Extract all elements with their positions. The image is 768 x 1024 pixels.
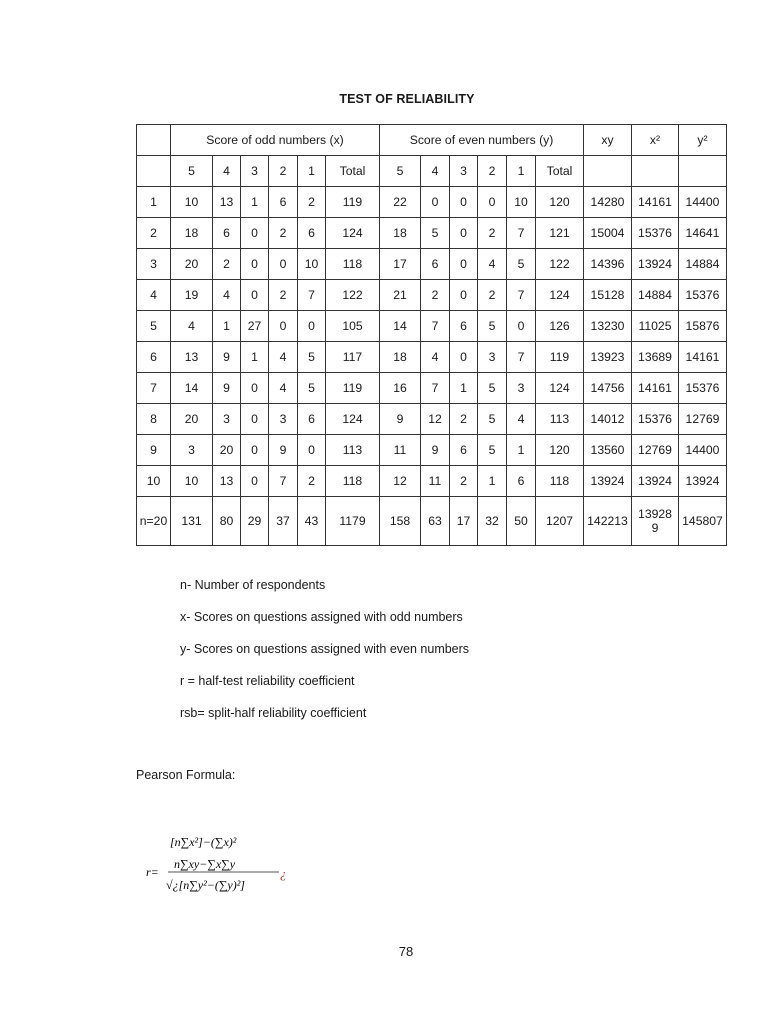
table-cell: 118 bbox=[536, 466, 584, 497]
table-cell: 21 bbox=[380, 280, 421, 311]
table-cell: 124 bbox=[326, 404, 380, 435]
table-cell: 6 bbox=[298, 404, 326, 435]
table-cell: 122 bbox=[536, 249, 584, 280]
table-cell: 145807 bbox=[679, 497, 727, 546]
table-cell: 12769 bbox=[679, 404, 727, 435]
table-cell: 9 bbox=[213, 373, 241, 404]
table-cell: 18 bbox=[380, 342, 421, 373]
table-cell: 12 bbox=[380, 466, 421, 497]
table-cell: 9 bbox=[421, 435, 450, 466]
table-cell: 2 bbox=[213, 249, 241, 280]
table-cell: 7 bbox=[421, 311, 450, 342]
table-cell: 18 bbox=[171, 218, 213, 249]
table-cell: 2 bbox=[478, 280, 507, 311]
table-cell: 2 bbox=[298, 187, 326, 218]
table-cell: 43 bbox=[298, 497, 326, 546]
sub-header-cell: 2 bbox=[269, 156, 298, 187]
table-cell: 117 bbox=[326, 342, 380, 373]
table-cell: 13689 bbox=[632, 342, 679, 373]
table-cell: 7 bbox=[507, 218, 536, 249]
table-cell: 4 bbox=[213, 280, 241, 311]
table-cell: 1 bbox=[213, 311, 241, 342]
table-cell: 4 bbox=[478, 249, 507, 280]
sub-header-blank bbox=[584, 156, 632, 187]
table-cell: 5 bbox=[478, 373, 507, 404]
table-cell: 15376 bbox=[679, 373, 727, 404]
table-cell: 15876 bbox=[679, 311, 727, 342]
table-cell: 0 bbox=[450, 249, 478, 280]
table-cell: 11 bbox=[421, 466, 450, 497]
table-cell: 18 bbox=[380, 218, 421, 249]
formula-numerator: n∑xy−∑x∑y bbox=[174, 857, 236, 871]
table-cell: 7 bbox=[269, 466, 298, 497]
table-cell: 2 bbox=[269, 218, 298, 249]
table-cell: 0 bbox=[241, 435, 269, 466]
pearson-formula bbox=[146, 828, 306, 898]
table-row bbox=[137, 466, 727, 497]
table-cell: 0 bbox=[241, 280, 269, 311]
table-cell: 3 bbox=[478, 342, 507, 373]
header-y-squared: y² bbox=[679, 125, 727, 156]
legend-item-n: n- Number of respondents bbox=[180, 578, 326, 592]
sub-header-cell: 1 bbox=[298, 156, 326, 187]
sub-header-cell: 4 bbox=[421, 156, 450, 187]
table-cell: 113 bbox=[536, 404, 584, 435]
table-cell: 2 bbox=[269, 280, 298, 311]
table-cell: 3 bbox=[171, 435, 213, 466]
table-cell: 119 bbox=[326, 373, 380, 404]
row-label-cell: 1 bbox=[137, 187, 171, 218]
legend-item-y: y- Scores on questions assigned with even numbers bbox=[180, 642, 470, 656]
page-number: 78 bbox=[398, 944, 414, 959]
table-cell: 29 bbox=[241, 497, 269, 546]
table-cell: 0 bbox=[450, 342, 478, 373]
table-cell: 0 bbox=[450, 280, 478, 311]
table-cell: 6 bbox=[213, 218, 241, 249]
table-cell: 1 bbox=[507, 435, 536, 466]
legend-item-rsb: rsb= split-half reliability coefficient bbox=[180, 706, 367, 720]
table-cell: 2 bbox=[298, 466, 326, 497]
table-cell: 1179 bbox=[326, 497, 380, 546]
row-label-cell: 7 bbox=[137, 373, 171, 404]
table-cell: 9 bbox=[213, 342, 241, 373]
sub-header-blank bbox=[679, 156, 727, 187]
header-xy: xy bbox=[584, 125, 632, 156]
row-label-cell: 6 bbox=[137, 342, 171, 373]
table-cell: 0 bbox=[450, 218, 478, 249]
table-cell: 37 bbox=[269, 497, 298, 546]
table-cell: 3 bbox=[213, 404, 241, 435]
legend-item-x: x- Scores on questions assigned with odd numbers bbox=[180, 610, 463, 624]
row-label-cell: 4 bbox=[137, 280, 171, 311]
sub-header-cell: 2 bbox=[478, 156, 507, 187]
reliability-table bbox=[136, 124, 727, 546]
table-cell: 2 bbox=[478, 218, 507, 249]
table-cell: 2 bbox=[421, 280, 450, 311]
table-row bbox=[137, 342, 727, 373]
row-label-cell: 3 bbox=[137, 249, 171, 280]
table-cell: 9 bbox=[380, 404, 421, 435]
sub-header-blank bbox=[137, 156, 171, 187]
table-cell: 10 bbox=[507, 187, 536, 218]
table-cell: 1 bbox=[450, 373, 478, 404]
header-odd-scores: Score of odd numbers (x) bbox=[171, 125, 380, 156]
table-cell: 1207 bbox=[536, 497, 584, 546]
table-cell: 14161 bbox=[632, 373, 679, 404]
table-cell: 13 bbox=[171, 342, 213, 373]
table-cell: 14400 bbox=[679, 187, 727, 218]
table-cell: 17 bbox=[380, 249, 421, 280]
table-cell: 105 bbox=[326, 311, 380, 342]
table-cell: 6 bbox=[450, 435, 478, 466]
table-cell: 14 bbox=[380, 311, 421, 342]
table-cell: 63 bbox=[421, 497, 450, 546]
sub-header-cell: 1 bbox=[507, 156, 536, 187]
table-cell: 7 bbox=[421, 373, 450, 404]
table-cell: 124 bbox=[326, 218, 380, 249]
table-cell: 5 bbox=[298, 342, 326, 373]
table-cell: 142213 bbox=[584, 497, 632, 546]
table-cell: 4 bbox=[421, 342, 450, 373]
table-cell: 14884 bbox=[632, 280, 679, 311]
table-cell: 5 bbox=[478, 435, 507, 466]
table-cell: 158 bbox=[380, 497, 421, 546]
table-cell: 6 bbox=[450, 311, 478, 342]
table-cell: 15128 bbox=[584, 280, 632, 311]
table-cell: 11025 bbox=[632, 311, 679, 342]
sub-header-cell: Total bbox=[326, 156, 380, 187]
table-cell: 13924 bbox=[679, 466, 727, 497]
table-cell: 120 bbox=[536, 187, 584, 218]
table-cell: 13230 bbox=[584, 311, 632, 342]
table-cell: 15376 bbox=[632, 404, 679, 435]
table-cell: 14161 bbox=[679, 342, 727, 373]
table-cell: 119 bbox=[536, 342, 584, 373]
legend-item-r: r = half-test reliability coefficient bbox=[180, 674, 355, 688]
table-cell: 14756 bbox=[584, 373, 632, 404]
table-cell: 13 bbox=[213, 466, 241, 497]
header-even-scores: Score of even numbers (y) bbox=[380, 125, 584, 156]
table-cell: 12 bbox=[421, 404, 450, 435]
table-cell: 6 bbox=[269, 187, 298, 218]
table-cell: 6 bbox=[421, 249, 450, 280]
table-cell: 0 bbox=[507, 311, 536, 342]
formula-trail: ¿ bbox=[280, 866, 287, 881]
row-label-cell: n=20 bbox=[137, 497, 171, 546]
table-cell: 3 bbox=[269, 404, 298, 435]
table-cell: 131 bbox=[171, 497, 213, 546]
table-cell: 14400 bbox=[679, 435, 727, 466]
row-label-cell: 10 bbox=[137, 466, 171, 497]
table-cell: 2 bbox=[450, 404, 478, 435]
table-cell: 13923 bbox=[584, 342, 632, 373]
table-row bbox=[137, 373, 727, 404]
row-label-cell: 5 bbox=[137, 311, 171, 342]
table-cell: 122 bbox=[326, 280, 380, 311]
formula-upper: [n∑x²]−(∑x)² bbox=[170, 835, 237, 849]
table-cell: 13560 bbox=[584, 435, 632, 466]
table-cell: 118 bbox=[326, 249, 380, 280]
table-cell: 13924 bbox=[632, 249, 679, 280]
row-label-cell: 9 bbox=[137, 435, 171, 466]
table-cell: 13 bbox=[213, 187, 241, 218]
table-cell: 5 bbox=[421, 218, 450, 249]
table-cell: 32 bbox=[478, 497, 507, 546]
table-cell: 0 bbox=[241, 373, 269, 404]
table-cell: 14161 bbox=[632, 187, 679, 218]
table-cell: 124 bbox=[536, 280, 584, 311]
table-cell: 14280 bbox=[584, 187, 632, 218]
table-cell: 27 bbox=[241, 311, 269, 342]
table-cell: 126 bbox=[536, 311, 584, 342]
table-cell: 9 bbox=[269, 435, 298, 466]
table-cell: 6 bbox=[298, 218, 326, 249]
table-cell: 14884 bbox=[679, 249, 727, 280]
table-cell: 6 bbox=[507, 466, 536, 497]
formula-lhs: r= bbox=[146, 865, 159, 879]
table-cell: 10 bbox=[298, 249, 326, 280]
table-cell: 14 bbox=[171, 373, 213, 404]
table-cell: 15376 bbox=[679, 280, 727, 311]
table-cell: 22 bbox=[380, 187, 421, 218]
table-cell: 20 bbox=[171, 404, 213, 435]
sub-header-cell: 4 bbox=[213, 156, 241, 187]
table-cell: 124 bbox=[536, 373, 584, 404]
table-cell: 13924 bbox=[632, 466, 679, 497]
table-cell: 10 bbox=[171, 466, 213, 497]
sub-header-cell: 5 bbox=[380, 156, 421, 187]
table-cell: 0 bbox=[241, 249, 269, 280]
table-cell: 20 bbox=[213, 435, 241, 466]
table-cell: 0 bbox=[241, 404, 269, 435]
table-cell: 14012 bbox=[584, 404, 632, 435]
table-row bbox=[137, 404, 727, 435]
table-cell: 80 bbox=[213, 497, 241, 546]
table-body bbox=[137, 187, 727, 546]
table-cell: 0 bbox=[298, 311, 326, 342]
table-row bbox=[137, 218, 727, 249]
table-cell: 0 bbox=[478, 187, 507, 218]
table-cell: 11 bbox=[380, 435, 421, 466]
sub-header-cell: 3 bbox=[450, 156, 478, 187]
table-cell: 118 bbox=[326, 466, 380, 497]
table-cell: 7 bbox=[507, 280, 536, 311]
table-cell: 5 bbox=[298, 373, 326, 404]
table-cell: 4 bbox=[269, 342, 298, 373]
table-cell: 113 bbox=[326, 435, 380, 466]
sub-header-cell: Total bbox=[536, 156, 584, 187]
table-cell: 20 bbox=[171, 249, 213, 280]
header-x-squared: x² bbox=[632, 125, 679, 156]
table-cell: 0 bbox=[269, 311, 298, 342]
table-cell: 4 bbox=[507, 404, 536, 435]
table-row bbox=[137, 249, 727, 280]
pearson-label: Pearson Formula: bbox=[136, 768, 236, 782]
table-cell: 5 bbox=[478, 404, 507, 435]
table-cell: 5 bbox=[507, 249, 536, 280]
table-cell: 3 bbox=[507, 373, 536, 404]
group-header-row bbox=[137, 125, 727, 156]
table-cell: 120 bbox=[536, 435, 584, 466]
table-cell: 1 bbox=[478, 466, 507, 497]
table-cell: 15004 bbox=[584, 218, 632, 249]
table-cell: 19 bbox=[171, 280, 213, 311]
table-row bbox=[137, 187, 727, 218]
table-cell: 16 bbox=[380, 373, 421, 404]
table-cell: 119 bbox=[326, 187, 380, 218]
table-cell: 4 bbox=[269, 373, 298, 404]
table-row bbox=[137, 280, 727, 311]
table-cell: 15376 bbox=[632, 218, 679, 249]
formula-denominator: √¿[n∑y²−(∑y)²] bbox=[166, 878, 245, 892]
sub-header-blank bbox=[632, 156, 679, 187]
table-cell: 7 bbox=[507, 342, 536, 373]
table-cell: 121 bbox=[536, 218, 584, 249]
table-row bbox=[137, 311, 727, 342]
table-cell: 0 bbox=[241, 218, 269, 249]
totals-row bbox=[137, 497, 727, 546]
table-cell: 0 bbox=[298, 435, 326, 466]
sub-header-row bbox=[137, 156, 727, 187]
table-cell: 7 bbox=[298, 280, 326, 311]
table-cell: 0 bbox=[421, 187, 450, 218]
table-cell: 1 bbox=[241, 187, 269, 218]
table-cell: 14396 bbox=[584, 249, 632, 280]
table-row bbox=[137, 435, 727, 466]
table-cell: 13928 9 bbox=[632, 497, 679, 546]
page-title: TEST OF RELIABILITY bbox=[339, 92, 475, 106]
table-cell: 1 bbox=[241, 342, 269, 373]
table-cell: 0 bbox=[241, 466, 269, 497]
row-label-cell: 8 bbox=[137, 404, 171, 435]
table-cell: 4 bbox=[171, 311, 213, 342]
table-cell: 50 bbox=[507, 497, 536, 546]
table-cell: 0 bbox=[450, 187, 478, 218]
sub-header-cell: 5 bbox=[171, 156, 213, 187]
table-cell: 12769 bbox=[632, 435, 679, 466]
header-blank bbox=[137, 125, 171, 156]
sub-header-cell: 3 bbox=[241, 156, 269, 187]
table-cell: 10 bbox=[171, 187, 213, 218]
table-cell: 5 bbox=[478, 311, 507, 342]
table-cell: 13924 bbox=[584, 466, 632, 497]
table-cell: 14641 bbox=[679, 218, 727, 249]
table-cell: 0 bbox=[269, 249, 298, 280]
table-cell: 17 bbox=[450, 497, 478, 546]
row-label-cell: 2 bbox=[137, 218, 171, 249]
table-cell: 2 bbox=[450, 466, 478, 497]
